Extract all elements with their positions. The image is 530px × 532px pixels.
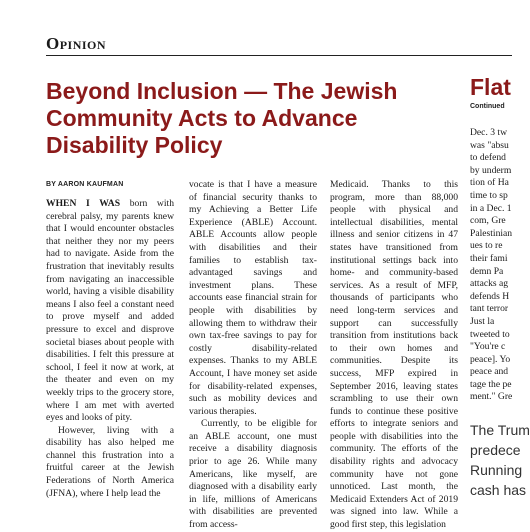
adjacent-text-line: by underm [470,164,512,176]
adjacent-continued-label: Continued [470,103,505,110]
adjacent-text-line: attacks ag [470,278,509,290]
pull-quote-line: cash has [470,482,527,498]
pull-quote-line: predece [470,442,521,458]
byline: BY AARON KAUFMAN [46,181,124,188]
paragraph-text: born with cerebral palsy, my parents knew that I would encounter obstacles that neither they nor my peers had to navigate. Aside from the frustration that inevitably results from navigating an inaccessible world, having a visible disability means I also feel a constant need to prove myself and added pressure to excel and disprove societal biases about people with disabilities. I felt this pressure at school, I feel it now at work, at the theater and even on my weekly trips to the grocery store, where I am met with averted eyes and looks of pity. [46,198,174,424]
article-column-1 [46,198,174,500]
article-column-3 [330,179,458,532]
adjacent-text-line: tage the pe [470,378,512,390]
adjacent-article-clip [470,0,530,512]
adjacent-headline: Flat [470,74,511,100]
adjacent-text-line: ment." Gre [470,391,513,403]
pull-quote-line: The Trum [470,422,530,438]
article-headline: Beyond Inclusion — The Jewish Community Acts to Advance Disability Policy [46,78,398,158]
adjacent-text-line: Just la [470,315,495,327]
paragraph: vocate is that I have a measure of financial security thanks to my Achieving a Better Life Experience (ABLE) Account. ABLE Accounts allow people with disabilities and their families to establish tax-advantaged savings and investment plans. These accounts ease financial strain for people with disabilities by allowing them to withdraw their own tax-free savings to pay for costly disability-related expenses. Thanks to my ABLE Account, I have money set aside for disability-related expenses, such as mobility devices and various therapies. [189,179,317,417]
section-rule [46,55,512,56]
adjacent-text-line: "You're c [470,341,506,353]
adjacent-pull-quote [470,420,530,500]
adjacent-text-line: Palestinian [470,227,513,239]
adjacent-text-line: tion of Ha [470,177,509,189]
adjacent-text-line: was "absu [470,139,509,151]
paragraph: Medicaid. Thanks to this program, more than 88,000 people with physical and intellectual disabilities, mental illness and senior citizens in 47 states have transitioned from institutional settings back into home- and community-based services. As a result of MFP, thousands of participants who need long-term services and support can successfully transition from institutions back to their own homes and communities. Despite its success, MFP expired in September 2016, leaving states scrambling to use their own funds to continue these positive efforts to integrate seniors and people with disabilities into the community. The efforts of the disability rights and advocacy community have not gone unnoticed. Last month, the Medicaid Extenders Act of 2019 was signed into law. While a good first step, this legislation [330,179,458,531]
adjacent-text-line: ues to re [470,240,503,252]
adjacent-text-line: tant terror [470,303,509,315]
article-column-2 [189,179,317,532]
adjacent-text-line: in a Dec. 1 [470,202,512,214]
adjacent-article-text [470,127,530,404]
adjacent-text-line: Dec. 3 tw [470,127,508,138]
adjacent-text-line: their fami [470,252,508,264]
adjacent-text-line: peace and [470,366,509,378]
adjacent-text-line: defends H [470,290,510,302]
adjacent-text-line: peace]. Yo [470,353,511,365]
adjacent-text-line: to defend [470,152,506,164]
paragraph: However, living with a disability has also helped me channel this frustration into a fruitful career at the Jewish Federations of North America (JFNA), where I help lead the [46,424,174,499]
pull-quote-line: Running [470,462,523,478]
paragraph [46,198,174,425]
adjacent-text-line: demn Pa [470,265,504,277]
lead-in: WHEN I WAS [46,198,121,209]
paragraph: Currently, to be eligible for an ABLE account, one must receive a disability diagnosis prior to age 26. While many Americans, like myself, are diagnosed with a disability early in life, millions of Americans with disabilities are prevented from access- [189,418,317,531]
adjacent-text-line: com, Gre [470,215,506,227]
adjacent-text-line: time to sp [470,189,508,201]
section-label: Opinion [46,34,107,53]
adjacent-text-line: tweeted to [470,328,510,340]
